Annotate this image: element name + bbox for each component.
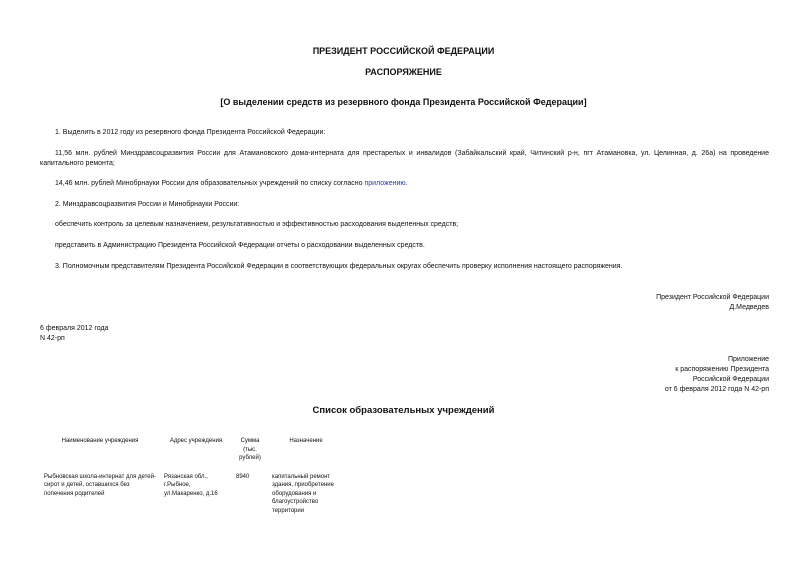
paragraph-6: представить в Администрацию Президента Российской Федерации отчеты о расходовании выделенных средств. <box>55 242 425 249</box>
appendix-line-3: Российской Федерации <box>692 376 769 383</box>
paragraph-7: 3. Полномочным представителям Президента Российской Федерации в соответствующих федеральных округах обеспечить проверку исполнения настоящего распоряжения. <box>55 263 623 270</box>
paragraph-3 <box>55 179 770 189</box>
document-number: N 42-рп <box>40 335 65 342</box>
signature-title: Президент Российской Федерации <box>656 294 769 301</box>
cell-institution-purpose: капитальный ремонт здания, приобретение оборудования и благоустройство территории <box>272 473 334 514</box>
cell-institution-name: Рыбновская школа-интернат для детей-сирот и детей, оставшихся без попечения родителей <box>44 473 156 497</box>
appendix-link[interactable]: приложению <box>364 180 406 187</box>
paragraph-1: 1. Выделить в 2012 году из резервного фонда Президента Российской Федерации: <box>55 129 326 136</box>
paragraph-2: 11,56 млн. рублей Минздравсоцразвития России для Атамановского дома-интерната для престарелых и инвалидов (Забайкальский край, Читинский р-н, пгт Атамановка, ул. Целинная, д. 26а) на проведение капитального ремонта; <box>40 150 769 167</box>
column-header-address: Адрес учреждения <box>169 438 223 444</box>
column-header-name: Наименование учреждения <box>61 438 139 444</box>
paragraph-3-text: 14,46 млн. рублей Минобрнауки России для образовательных учреждений по списку согласно <box>55 180 363 187</box>
document-date: 6 февраля 2012 года <box>40 325 109 332</box>
cell-institution-sum: 8940 <box>236 473 250 480</box>
appendix-line-4: от 6 февраля 2012 года N 42-рп <box>664 386 769 393</box>
document-type-heading: РАСПОРЯЖЕНИЕ <box>365 67 442 77</box>
column-header-sum: Сумма (тыс. рублей) <box>239 438 261 461</box>
president-heading: ПРЕЗИДЕНТ РОССИЙСКОЙ ФЕДЕРАЦИИ <box>312 46 495 56</box>
appendix-line-1: Приложение <box>727 356 769 363</box>
appendix-line-2: к распоряжению Президента <box>675 366 769 373</box>
column-header-purpose: Назначение <box>289 438 323 444</box>
cell-institution-address: Рязанская обл., г.Рыбное, ул.Макаренко, д.16 <box>164 473 218 497</box>
paragraph-4: 2. Минздравсоцразвития России и Минобрнауки России: <box>55 201 240 208</box>
paragraph-3-end: . <box>405 180 408 187</box>
document-subject: [О выделении средств из резервного фонда Президента Российской Федерации] <box>220 97 587 107</box>
signature-name: Д.Медведев <box>729 304 769 311</box>
table-header-row <box>40 437 344 473</box>
list-title: Список образовательных учреждений <box>312 405 495 416</box>
paragraph-5: обеспечить контроль за целевым назначением, результативностью и эффективностью расходования выделенных средств; <box>55 221 459 228</box>
institutions-table <box>40 437 344 515</box>
table-row <box>40 473 344 516</box>
